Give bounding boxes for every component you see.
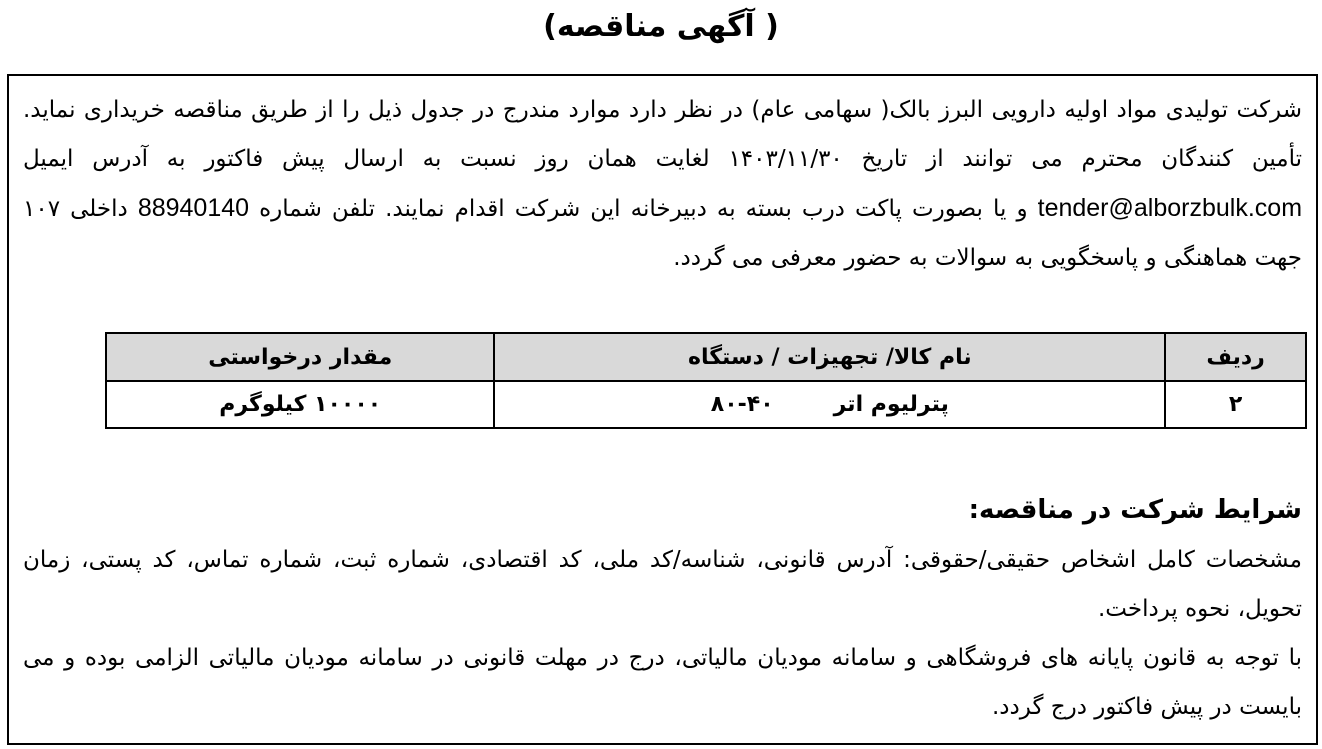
- conditions-paragraph-2: با توجه به قانون پایانه های فروشگاهی و سامانه مودیان مالیاتی، درج در مهلت قانونی در سامانه مودیان مالیاتی الزامی بوده و می بایست در پیش فاکتور درج گردد.: [23, 645, 1302, 720]
- header-row-number: ردیف: [1165, 333, 1306, 381]
- items-table: [105, 332, 1307, 429]
- conditions-paragraph-1: مشخصات کامل اشخاص حقیقی/حقوقی: آدرس قانونی، شناسه/کد ملی، کد اقتصادی، شماره ثبت، شماره تماس، کد پستی، زمان تحویل، نحوه پرداخت.: [23, 547, 1302, 622]
- intro-paragraph: [23, 86, 1302, 283]
- table-header-row: [106, 333, 1306, 381]
- header-quantity: مقدار درخواستی: [106, 333, 494, 381]
- intro-text-part3: داخلی ۱۰۷ جهت هماهنگی و پاسخگویی به سوالات به حضور معرفی می گردد.: [23, 196, 1302, 271]
- item-name: پترلیوم اتر: [833, 392, 949, 417]
- cell-row-number: ۲: [1165, 381, 1306, 428]
- notice-frame: [7, 74, 1318, 745]
- conditions-section: [23, 484, 1302, 732]
- intro-text-part2: و یا بصورت پاکت درب بسته به دبیرخانه این شرکت اقدام نمایند. تلفن شماره: [259, 196, 1028, 222]
- notice-title: ( آگهی مناقصه): [543, 9, 779, 44]
- phone-number: 88940140: [137, 194, 250, 222]
- email-address: tender@alborzbulk.com: [1037, 194, 1303, 222]
- header-item-name: نام کالا/ تجهیزات / دستگاه: [494, 333, 1165, 381]
- table-row: [106, 381, 1306, 428]
- conditions-title: شرایط شرکت در مناقصه:: [968, 495, 1302, 525]
- cell-quantity: ۱۰۰۰۰ کیلوگرم: [106, 381, 494, 428]
- intro-text-part1: شرکت تولیدی مواد اولیه دارویی البرز بالک( سهامی عام) در نظر دارد موارد مندرج در جدول ذیل را از طریق مناقصه خریداری نماید. تأمین کنندگان محترم می توانند از تاریخ ۱۴۰۳/۱۱/۳۰ لغایت همان روز نسبت به ارسال پیش فاکتور به آدرس ایمیل: [23, 97, 1302, 172]
- item-spec: ۴۰-۸۰: [710, 392, 774, 417]
- cell-item-name: [494, 381, 1165, 428]
